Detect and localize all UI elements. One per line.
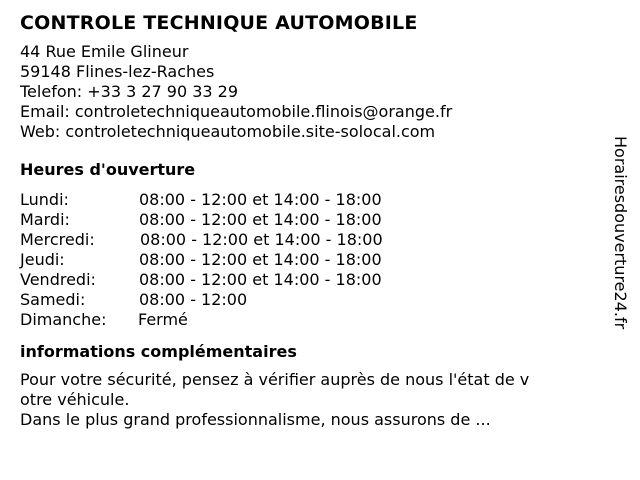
hours-row-wednesday (20, 230, 600, 250)
contact-block (20, 42, 600, 142)
phone-number: Telefon: +33 3 27 90 33 29 (20, 82, 239, 101)
city-address: 59148 Flines-lez-Raches (20, 62, 215, 81)
time-value: 08:00 - 12:00 et 14:00 - 18:00 (139, 250, 382, 269)
hours-row-friday (20, 270, 600, 290)
street-address: 44 Rue Emile Glineur (20, 42, 189, 61)
day-label: Vendredi: (20, 270, 96, 289)
opening-hours-heading: Heures d'ouverture (20, 160, 196, 179)
business-name: CONTROLE TECHNIQUE AUTOMOBILE (20, 12, 418, 34)
additional-info-heading: informations complémentaires (20, 342, 297, 361)
time-value: 08:00 - 12:00 et 14:00 - 18:00 (139, 210, 382, 229)
hours-row-sunday (20, 310, 600, 330)
site-watermark: Horairesdouverture24.fr (611, 136, 630, 330)
day-label: Samedi: (20, 290, 86, 309)
time-value: 08:00 - 12:00 et 14:00 - 18:00 (139, 270, 382, 289)
day-label: Lundi: (20, 190, 69, 209)
time-value: 08:00 - 12:00 et 14:00 - 18:00 (139, 190, 382, 209)
hours-row-saturday (20, 290, 600, 310)
business-card (20, 10, 600, 430)
info-line: Pour votre sécurité, pensez à vérifier auprès de nous l'état de v (20, 370, 530, 389)
day-label: Jeudi: (20, 250, 65, 269)
time-value: Fermé (138, 310, 188, 329)
time-value: 08:00 - 12:00 et 14:00 - 18:00 (140, 230, 383, 249)
time-value: 08:00 - 12:00 (139, 290, 248, 309)
hours-row-monday (20, 190, 600, 210)
hours-row-thursday (20, 250, 600, 270)
info-line: Dans le plus grand professionnalisme, nous assurons de ... (20, 410, 491, 429)
day-label: Mardi: (20, 210, 70, 229)
additional-info-text (20, 370, 600, 430)
day-label: Dimanche: (20, 310, 107, 329)
opening-hours-table (20, 190, 600, 330)
info-line: otre véhicule. (20, 390, 130, 409)
day-label: Mercredi: (20, 230, 95, 249)
email-address: Email: controletechniqueautomobile.flinois@orange.fr (20, 102, 453, 121)
hours-row-tuesday (20, 210, 600, 230)
website: Web: controletechniqueautomobile.site-solocal.com (20, 122, 436, 141)
